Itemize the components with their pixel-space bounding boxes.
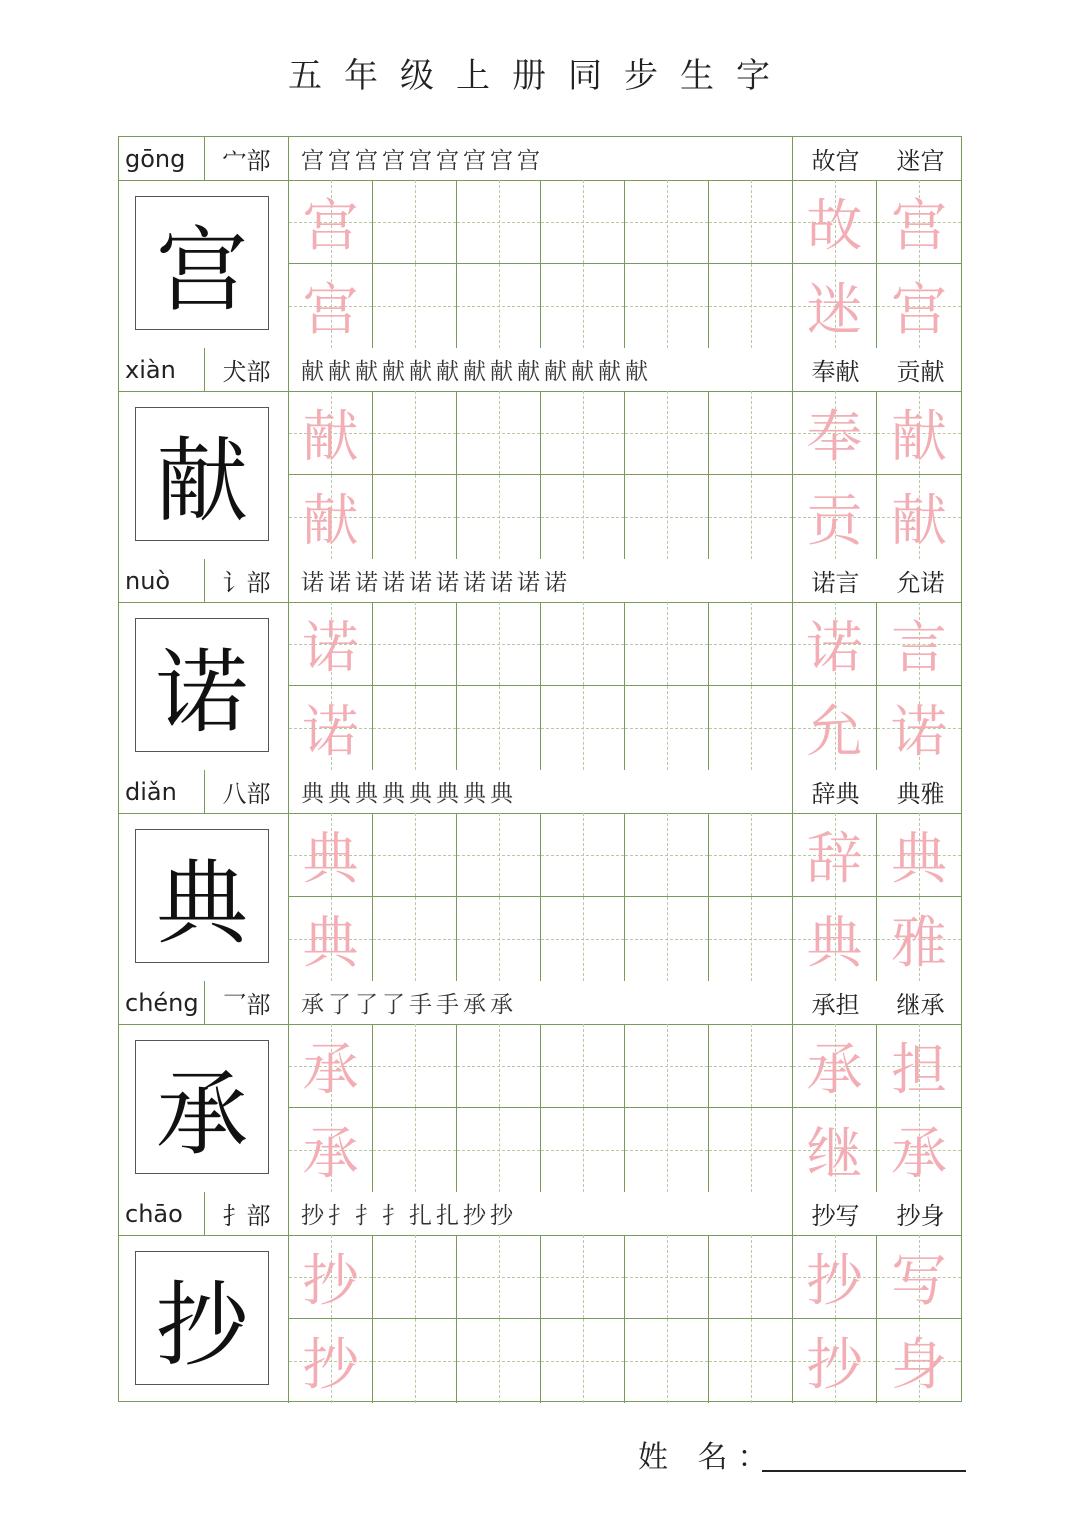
word-trace-cell[interactable]: [877, 1024, 961, 1108]
practice-grid: [289, 391, 963, 559]
practice-body: [119, 1024, 961, 1192]
char-block: [119, 348, 961, 559]
practice-body: [119, 813, 961, 981]
model-char: 抄: [135, 1251, 269, 1385]
empty-practice-cell[interactable]: [373, 1024, 457, 1108]
word-trace-cell[interactable]: [793, 1235, 877, 1319]
empty-practice-cell[interactable]: [457, 602, 541, 686]
word-trace-cell[interactable]: [793, 180, 877, 264]
empty-practice-cell[interactable]: [709, 1319, 793, 1403]
word-trace-cell[interactable]: [877, 602, 961, 686]
trace-char: 承: [806, 1037, 863, 1103]
char-block: [119, 981, 961, 1192]
word-trace-cell[interactable]: [793, 813, 877, 897]
empty-practice-cell[interactable]: [373, 897, 457, 981]
trace-char: 抄: [806, 1248, 863, 1314]
trace-char: 典: [302, 911, 359, 976]
empty-practice-cell[interactable]: [457, 897, 541, 981]
trace-char: 典: [302, 826, 359, 892]
empty-practice-cell[interactable]: [541, 1024, 625, 1108]
trace-char: 献: [302, 404, 359, 470]
trace-char: 言: [891, 615, 947, 681]
word-trace-cell[interactable]: [877, 813, 961, 897]
empty-practice-cell[interactable]: [373, 602, 457, 686]
radical: 扌部: [205, 1192, 289, 1235]
practice-grid: [289, 1235, 963, 1403]
empty-practice-cell[interactable]: [625, 1108, 709, 1192]
trace-cell[interactable]: [289, 180, 373, 264]
practice-body: [119, 1235, 961, 1403]
vocab-word: 抄身: [896, 1202, 945, 1230]
word-trace-cell[interactable]: [793, 391, 877, 475]
radical: 乛部: [205, 981, 289, 1024]
trace-char: 诺: [302, 700, 359, 765]
empty-practice-cell[interactable]: [709, 686, 793, 770]
word-trace-cell[interactable]: [877, 180, 961, 264]
trace-char: 宫: [891, 193, 947, 259]
name-input-line[interactable]: [762, 1470, 966, 1472]
vocab-words: [793, 1192, 963, 1235]
empty-practice-cell[interactable]: [625, 391, 709, 475]
empty-practice-cell[interactable]: [457, 686, 541, 770]
trace-char: 承: [302, 1037, 359, 1103]
pinyin: diǎn: [119, 770, 205, 813]
empty-practice-cell[interactable]: [373, 475, 457, 559]
vocab-word: 故宫: [811, 147, 860, 175]
trace-cell[interactable]: [289, 897, 373, 981]
model-char-cell: [119, 1024, 289, 1192]
empty-practice-cell[interactable]: [625, 1024, 709, 1108]
trace-char: 典: [891, 826, 947, 892]
vocab-words: [793, 559, 963, 602]
empty-practice-cell[interactable]: [709, 1108, 793, 1192]
empty-practice-cell[interactable]: [709, 897, 793, 981]
stroke-order: 抄扌扌扌扎扎抄抄: [289, 1192, 793, 1235]
trace-char: 献: [891, 489, 947, 554]
word-trace-cell[interactable]: [793, 264, 877, 348]
stroke-order: 典典典典典典典典: [289, 770, 793, 813]
radical: 犬部: [205, 348, 289, 391]
trace-char: 宫: [302, 193, 359, 259]
stroke-order: 诺诺诺诺诺诺诺诺诺诺: [289, 559, 793, 602]
vocab-word: 迷宫: [896, 147, 945, 175]
trace-char: 献: [891, 404, 947, 470]
trace-cell[interactable]: [289, 1319, 373, 1403]
trace-cell[interactable]: [289, 686, 373, 770]
vocab-words: [793, 770, 963, 813]
trace-cell[interactable]: [289, 475, 373, 559]
vocab-words: [793, 981, 963, 1024]
pinyin: nuò: [119, 559, 205, 602]
trace-char: 宫: [891, 278, 947, 343]
trace-char: 雅: [891, 911, 947, 976]
empty-practice-cell[interactable]: [709, 602, 793, 686]
word-trace-cell[interactable]: [877, 391, 961, 475]
model-char-cell: [119, 813, 289, 981]
empty-practice-cell[interactable]: [625, 897, 709, 981]
empty-practice-cell[interactable]: [373, 1235, 457, 1319]
word-trace-cell[interactable]: [877, 475, 961, 559]
practice-grid: [289, 180, 963, 348]
trace-cell[interactable]: [289, 391, 373, 475]
word-trace-cell[interactable]: [877, 1108, 961, 1192]
pinyin: chéng: [119, 981, 205, 1024]
empty-practice-cell[interactable]: [625, 686, 709, 770]
empty-practice-cell[interactable]: [373, 391, 457, 475]
vocab-word: 允诺: [896, 569, 945, 597]
page-title: 五年级上册同步生字: [288, 56, 792, 96]
model-char: 承: [135, 1040, 269, 1174]
stroke-order: 承了了了手手承承: [289, 981, 793, 1024]
empty-practice-cell[interactable]: [625, 813, 709, 897]
empty-practice-cell[interactable]: [709, 813, 793, 897]
trace-cell[interactable]: [289, 813, 373, 897]
trace-char: 担: [891, 1037, 947, 1103]
practice-body: [119, 391, 961, 559]
model-char: 典: [135, 829, 269, 963]
empty-practice-cell[interactable]: [625, 475, 709, 559]
empty-practice-cell[interactable]: [625, 180, 709, 264]
empty-practice-cell[interactable]: [541, 264, 625, 348]
empty-practice-cell[interactable]: [625, 264, 709, 348]
trace-char: 承: [302, 1122, 359, 1187]
char-header-row: [119, 348, 961, 392]
model-char: 诺: [135, 618, 269, 752]
empty-practice-cell[interactable]: [457, 475, 541, 559]
empty-practice-cell[interactable]: [457, 264, 541, 348]
trace-cell[interactable]: [289, 264, 373, 348]
empty-practice-cell[interactable]: [541, 1235, 625, 1319]
empty-practice-cell[interactable]: [709, 1235, 793, 1319]
vocab-word: 承担: [811, 991, 860, 1019]
empty-practice-cell[interactable]: [457, 1024, 541, 1108]
word-trace-cell[interactable]: [793, 602, 877, 686]
trace-char: 宫: [302, 278, 359, 343]
model-char-cell: [119, 391, 289, 559]
model-char-cell: [119, 1235, 289, 1403]
word-trace-cell[interactable]: [793, 1108, 877, 1192]
empty-practice-cell[interactable]: [457, 1319, 541, 1403]
trace-cell[interactable]: [289, 1024, 373, 1108]
practice-body: [119, 180, 961, 348]
empty-practice-cell[interactable]: [457, 813, 541, 897]
word-trace-cell[interactable]: [877, 264, 961, 348]
vocab-word: 贡献: [896, 358, 945, 386]
char-block: [119, 137, 961, 348]
empty-practice-cell[interactable]: [373, 813, 457, 897]
word-trace-cell[interactable]: [793, 475, 877, 559]
pinyin: xiàn: [119, 348, 205, 391]
empty-practice-cell[interactable]: [541, 391, 625, 475]
empty-practice-cell[interactable]: [541, 686, 625, 770]
vocab-word: 继承: [896, 991, 945, 1019]
trace-char: 奉: [806, 404, 863, 470]
char-header-row: [119, 770, 961, 814]
vocab-word: 典雅: [896, 780, 945, 808]
empty-practice-cell[interactable]: [541, 1319, 625, 1403]
trace-char: 允: [806, 700, 863, 765]
model-char-cell: [119, 180, 289, 348]
char-block: [119, 1192, 961, 1403]
empty-practice-cell[interactable]: [373, 1108, 457, 1192]
trace-cell[interactable]: [289, 1108, 373, 1192]
empty-practice-cell[interactable]: [373, 1319, 457, 1403]
word-trace-cell[interactable]: [793, 897, 877, 981]
empty-practice-cell[interactable]: [541, 602, 625, 686]
practice-grid: [289, 1024, 963, 1192]
stroke-order: 宫宫宫宫宫宫宫宫宫: [289, 137, 793, 180]
empty-practice-cell[interactable]: [457, 1108, 541, 1192]
trace-char: 写: [891, 1248, 947, 1314]
empty-practice-cell[interactable]: [541, 180, 625, 264]
vocab-word: 奉献: [811, 358, 860, 386]
trace-char: 诺: [302, 615, 359, 681]
trace-char: 抄: [302, 1248, 359, 1314]
radical: 讠部: [205, 559, 289, 602]
empty-practice-cell[interactable]: [625, 602, 709, 686]
empty-practice-cell[interactable]: [709, 391, 793, 475]
practice-body: [119, 602, 961, 770]
empty-practice-cell[interactable]: [625, 1319, 709, 1403]
practice-grid: [289, 813, 963, 981]
char-header-row: [119, 137, 961, 181]
char-header-row: [119, 1192, 961, 1236]
trace-char: 身: [891, 1333, 947, 1398]
char-block: [119, 559, 961, 770]
word-trace-cell[interactable]: [877, 686, 961, 770]
trace-char: 抄: [806, 1333, 863, 1398]
empty-practice-cell[interactable]: [625, 1235, 709, 1319]
empty-practice-cell[interactable]: [457, 391, 541, 475]
empty-practice-cell[interactable]: [457, 1235, 541, 1319]
trace-char: 诺: [806, 615, 863, 681]
word-trace-cell[interactable]: [877, 1235, 961, 1319]
char-header-row: [119, 981, 961, 1025]
empty-practice-cell[interactable]: [709, 1024, 793, 1108]
word-trace-cell[interactable]: [793, 686, 877, 770]
empty-practice-cell[interactable]: [373, 180, 457, 264]
model-char: 献: [135, 407, 269, 541]
empty-practice-cell[interactable]: [709, 180, 793, 264]
trace-char: 承: [891, 1122, 947, 1187]
model-char: 宫: [135, 196, 269, 330]
vocab-words: [793, 348, 963, 391]
radical: 宀部: [205, 137, 289, 180]
pinyin: gōng: [119, 137, 205, 180]
empty-practice-cell[interactable]: [457, 180, 541, 264]
empty-practice-cell[interactable]: [541, 897, 625, 981]
pinyin: chāo: [119, 1192, 205, 1235]
trace-char: 献: [302, 489, 359, 554]
model-char-cell: [119, 602, 289, 770]
trace-char: 典: [806, 911, 863, 976]
trace-cell[interactable]: [289, 602, 373, 686]
empty-practice-cell[interactable]: [373, 264, 457, 348]
word-trace-cell[interactable]: [877, 897, 961, 981]
trace-cell[interactable]: [289, 1235, 373, 1319]
trace-char: 抄: [302, 1333, 359, 1398]
vocab-word: 辞典: [811, 780, 860, 808]
trace-char: 贡: [806, 489, 863, 554]
trace-char: 辞: [806, 826, 863, 892]
empty-practice-cell[interactable]: [541, 1108, 625, 1192]
trace-char: 故: [806, 193, 863, 259]
empty-practice-cell[interactable]: [541, 813, 625, 897]
word-trace-cell[interactable]: [877, 1319, 961, 1403]
char-header-row: [119, 559, 961, 603]
vocab-word: 抄写: [811, 1202, 860, 1230]
practice-grid: [289, 602, 963, 770]
vocab-words: [793, 137, 963, 180]
trace-char: 继: [806, 1122, 863, 1187]
radical: 八部: [205, 770, 289, 813]
empty-practice-cell[interactable]: [709, 264, 793, 348]
word-trace-cell[interactable]: [793, 1319, 877, 1403]
word-trace-cell[interactable]: [793, 1024, 877, 1108]
name-label: 姓 名：: [638, 1440, 778, 1475]
trace-char: 迷: [806, 278, 863, 343]
empty-practice-cell[interactable]: [541, 475, 625, 559]
stroke-order: 献献献献献献献献献献献献献: [289, 348, 793, 391]
practice-sheet: [118, 136, 962, 1402]
empty-practice-cell[interactable]: [709, 475, 793, 559]
trace-char: 诺: [891, 700, 947, 765]
vocab-word: 诺言: [811, 569, 860, 597]
empty-practice-cell[interactable]: [373, 686, 457, 770]
char-block: [119, 770, 961, 981]
